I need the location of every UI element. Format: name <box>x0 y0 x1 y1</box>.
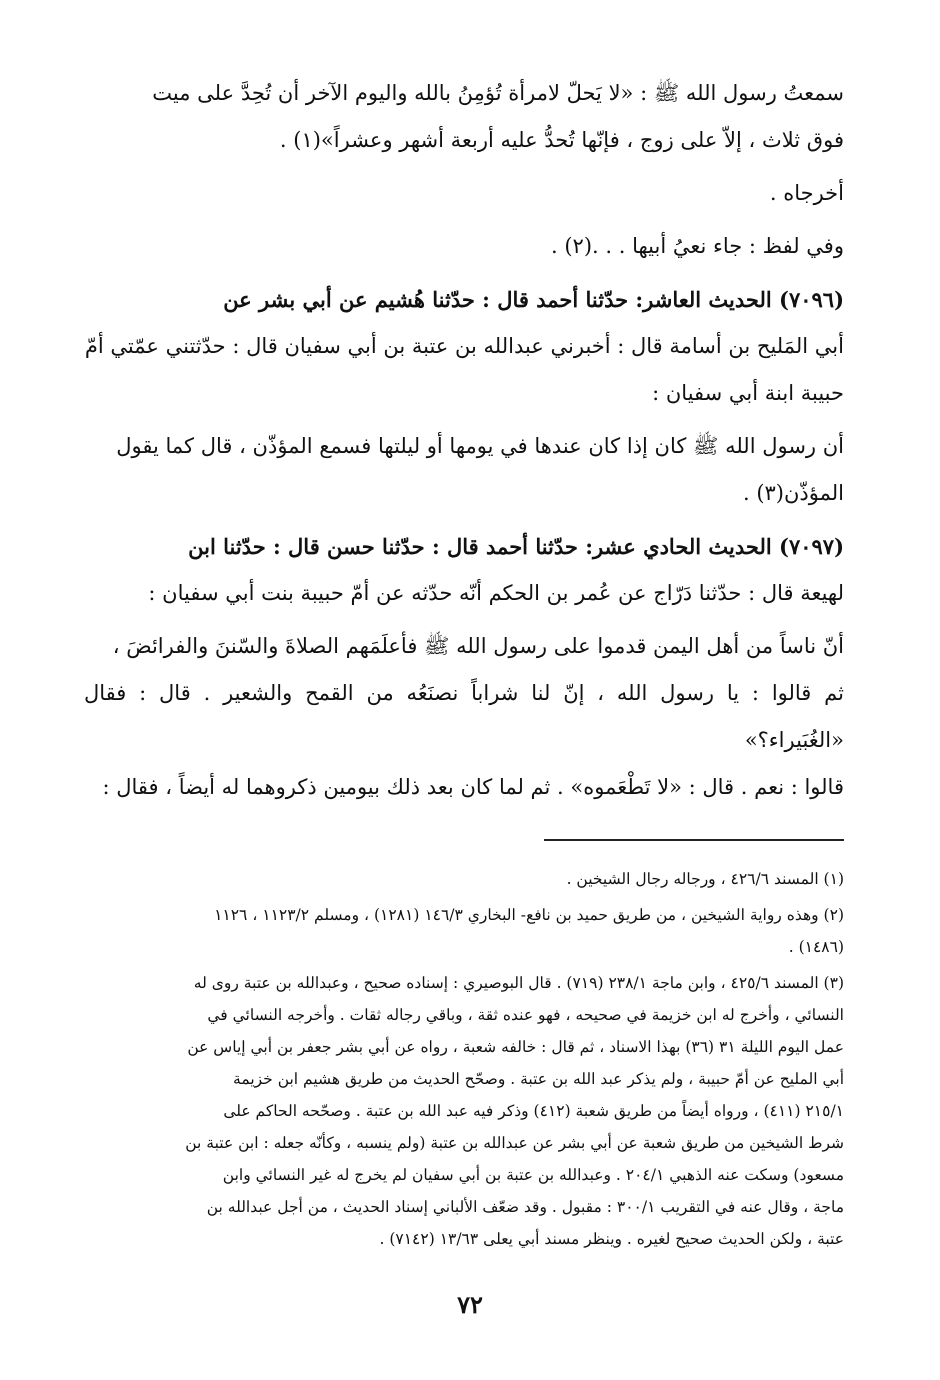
body-line: أنّ ناساً من أهل اليمن قدموا على رسول الله ﷺ فأعلَمَهم الصلاةَ والسّننَ والفرائضَ ، <box>112 634 844 658</box>
hadith-heading: (٧٠٩٦) الحديث العاشر: حدّثنا أحمد قال : حدّثنا هُشيم عن أبي بشر عن <box>223 287 844 312</box>
footnote-line: (٣) المسند ٤٢٥/٦ ، وابن ماجة ٢٣٨/١ (٧١٩) . قال البوصيري : إسناده صحيح ، وعبدالله بن عتبة روى له <box>193 974 844 992</box>
footnote-separator <box>544 839 844 841</box>
body-line: ثم قالوا : يا رسول الله ، إنّ لنا شراباً نصنَعُه من القمح والشعير . قال : فقال «الغُبَيراء؟» <box>84 681 844 752</box>
body-line: لهيعة قال : حدّثنا دَرّاج عن عُمر بن الحكم أنّه حدّثه عن أمّ حبيبة بنت أبي سفيان : <box>148 581 844 605</box>
body-line: المؤذّن(٣) . <box>742 481 844 505</box>
footnote-line: (٢) وهذه رواية الشيخين ، من طريق حميد بن نافع- البخاري ١٤٦/٣ (١٢٨١) ، ومسلم ١١٢٣/٢ ، ١١٢٦ <box>214 906 844 924</box>
footnote-line: النسائي ، وأخرج له ابن خزيمة في صحيحه ، فهو عنده ثقة ، وباقي رجاله ثقات . وأخرجه النسائي في <box>207 1006 844 1024</box>
footnote-line: ماجة ، وقال عنه في التقريب ٣٠٠/١ : مقبول . وقد ضعّف الألباني إسناد الحديث ، من أجل عبدالله بن <box>206 1198 844 1216</box>
body-line: أبي المَليح بن أسامة قال : أخبرني عبدالله بن عتبة بن أبي سفيان قال : حدّثتني عمّتي أمّ <box>84 334 844 358</box>
footnote-line: (١) المسند ٤٢٦/٦ ، ورجاله رجال الشيخين . <box>566 870 844 888</box>
footnote-line: ٢١٥/١ (٤١١) ، ورواه أيضاً من طريق شعبة (٤١٢) وذكر فيه عبد الله بن عتبة . وصحّحه الحاكم على <box>223 1102 844 1120</box>
page-number: ٧٢ <box>457 1290 483 1319</box>
footnote-line: عتبة ، ولكن الحديث صحيح لغيره . وينظر مسند أبي يعلى ١٣/٦٣ (٧١٤٢) . <box>379 1230 844 1248</box>
footnote-line: مسعود) وسكت عنه الذهبي ٢٠٤/١ . وعبدالله بن عتبة بن أبي سفيان لم يخرج له غير النسائي وابن <box>222 1166 844 1184</box>
body-line: أن رسول الله ﷺ كان إذا كان عندها في يومها أو ليلتها فسمع المؤذّن ، قال كما يقول <box>116 434 844 458</box>
main-text <box>84 70 844 811</box>
footnote-line: (١٤٨٦) . <box>788 938 844 956</box>
hadith-heading: (٧٠٩٧) الحديث الحادي عشر: حدّثنا أحمد قال : حدّثنا حسن قال : حدّثنا ابن <box>188 534 844 559</box>
footnote-line: أبي المليح عن أمّ حبيبة ، ولم يذكر عبد الله بن عتبة . وصحّح الحديث من طريق هشيم ابن خزيمة <box>233 1070 844 1088</box>
body-line: أخرجاه . <box>769 181 844 205</box>
footnotes <box>84 863 844 1255</box>
body-line: وفي لفظ : جاء نعيُ أبيها . . .(٢) . <box>551 234 844 258</box>
body-line: حبيبة ابنة أبي سفيان : <box>652 381 844 405</box>
footnote-line: عمل اليوم الليلة ٣١ (٣٦) بهذا الاسناد ، ثم قال : خالفه شعبة ، رواه عن أبي بشر جعفر بن أبي إياس عن <box>187 1038 844 1056</box>
body-line: فوق ثلاث ، إلاّ على زوج ، فإنّها تُحدُّ عليه أربعة أشهر وعشراً»(١) . <box>279 128 844 152</box>
footnote-line: شرط الشيخين من طريق شعبة عن أبي بشر عن عبدالله بن عتبة (ولم ينسبه ، وكأنّه جعله : ابن عتبة بن <box>185 1134 844 1152</box>
body-line: قالوا : نعم . قال : «لا تَطْعَموه» . ثم لما كان بعد ذلك بيومين ذكروهما له أيضاً ، فقال : <box>102 775 844 799</box>
body-line: سمعتُ رسول الله ﷺ : «لا يَحلّ لامرأة تُؤمِنُ بالله واليوم الآخر أن تُحِدَّ على ميت <box>152 81 844 105</box>
